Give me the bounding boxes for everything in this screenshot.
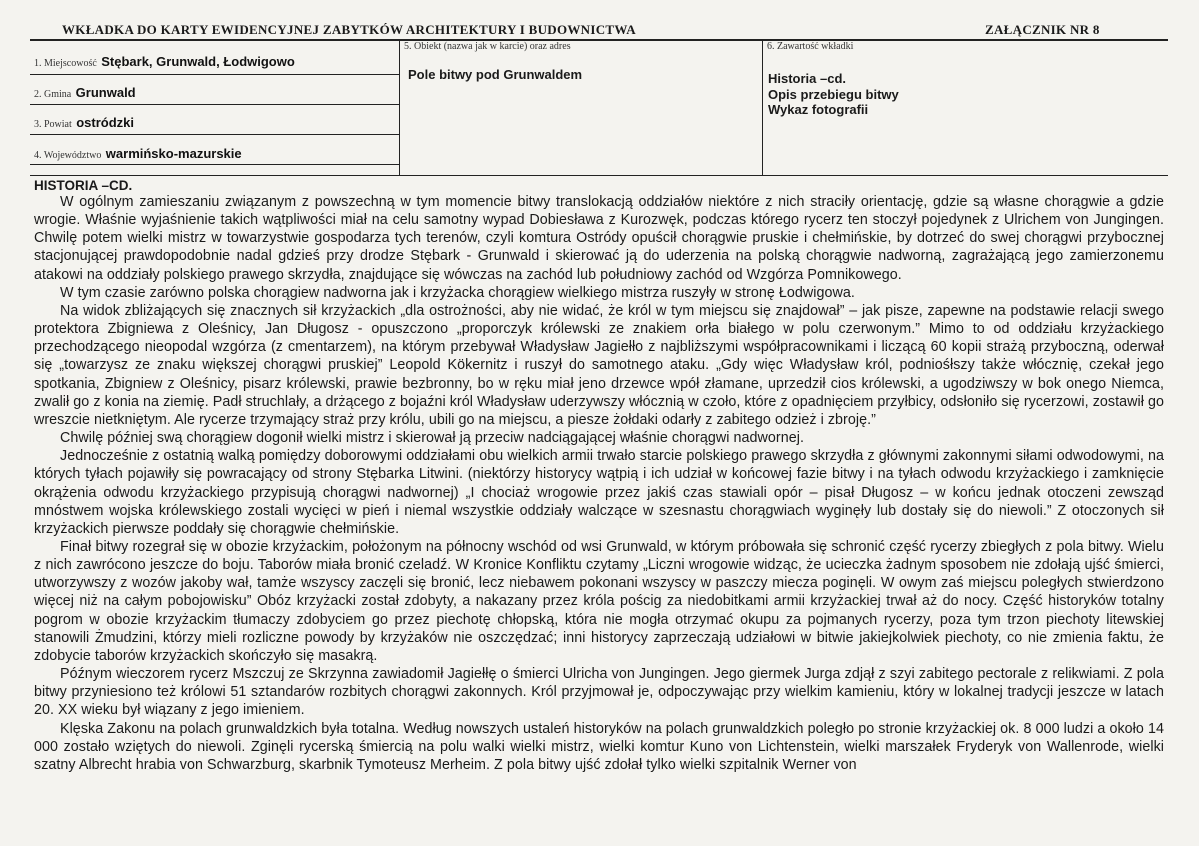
contents-item: Opis przebiegu bitwy — [768, 86, 899, 102]
contents-item: Wykaz fotografii — [768, 102, 869, 117]
header-bottom-rule — [30, 175, 1168, 176]
header-divider-2 — [762, 40, 763, 176]
field-commune — [34, 84, 136, 102]
field-county-value: ostródzki — [76, 115, 135, 130]
field-locality-label: 1. Miejscowość — [34, 58, 97, 69]
field-rule-1 — [30, 74, 399, 75]
contents-list — [768, 71, 899, 118]
field-locality — [34, 53, 295, 71]
field-county — [34, 114, 134, 132]
paragraph: Jednocześnie z ostatnią walką pomiędzy doborowymi oddziałami obu wielkich armii trwało starcie polskiego prawego skrzydła z głównymi zakonnymi siłami odwodowymi, na których tyłach pojawiły się powracający od strony Stębarka Litwini. (niektórzy historycy wątpią i ich udział w końcowej fazie bitwy i na tyłach odwodu krzyżackiego i zamknięcie okrążenia odwodu krzyżackiego przypisują chorągwi nadwornej) „I chociaż wrogowie przez jakiś czas stawiali opór – pisał Długosz – w końcu jednak otoczeni zewsząd mnóstwem wojska królewskiego zostali wycięci w pień i niemal wszystkie oddziały walczące w szesnastu chorągwiach wyginęły lub dostały się do niewoli.” Z otoczonych sił krzyżackich pierwsze poddały się chorągwie chełmińskie. — [34, 448, 1164, 537]
field-rule-2 — [30, 104, 399, 105]
field-commune-label: 2. Gmina — [34, 89, 72, 100]
form-title: WKŁADKA DO KARTY EWIDENCYJNEJ ZABYTKÓW ARCHITEKTURY I BUDOWNICTWA — [62, 22, 636, 37]
field-rule-4 — [30, 164, 399, 165]
paragraph: Późnym wieczorem rycerz Mszczuj ze Skrzynna zawiadomił Jagiełłę o śmierci Ulricha von Jungingen. Jego giermek Jurga zdjął z szyi zabitego pectorale z relikwiami. Z pola bitwy przyniesiono też królowi 51 sztandarów rozbitych chorągwi zakonnych. Król przyjmował je, odpoczywając przy wielkim kamieniu, który w lokalnej tradycji jeszcze w latach 20. XX wieku był wiązany z jego imieniem. — [34, 666, 1164, 719]
field-voivodeship-value: warmińsko-mazurskie — [105, 146, 242, 161]
paragraph: W ogólnym zamieszaniu związanym z powszechną w tym momencie bitwy translokacją oddziałów niektóre z nich straciły orientację, gdzie są własne chorągwie a gdzie wrogie. Właśnie wyjaśnienie takich wątpliwości miał na celu samotny wypad Dobiesława z Kurozwęk, podczas którego rycerz ten stoczył pojedynek z Ulrichem von Jungingen. Chwilę potem wielki mistrz w towarzystwie gospodarza tych terenów, czyli komtura Ostródy opuścił chorągwie pruskie i chełmińskie, by dotrzeć do swej chorągwi przybocznej stacjonującej prawdopodobnie nadal gdzieś przy drodze Stębark - Grunwald i skierować ją do uderzenia na polską chorągwie nadworną, zagrażającą jego zamierzonemu atakowi na oddziały polskiego prawego skrzydła, znajdujące się wówczas na zachód lub południowy zachód od Wzgórza Pomnikowego. — [34, 194, 1164, 283]
history-text — [34, 193, 1164, 774]
paragraph: Na widok zbliżających się znacznych sił krzyżackich „dla ostrożności, aby nie widać, że król w tym miejscu się znajdował” – jak pisze, zapewne na podstawie relacji swego protektora Zbigniewa z Oleśnicy, Jan Długosz - opuszczono „proporczyk królewski ze znakiem orła białego w polu czerwonym.” Mimo to od oddziału krzyżackiego przechodzącego nieopodal wzgórza (z cmentarzem), na którym przebywał Władysław Jagiełło z najbliższymi współpracownikami i liczącą 60 kopii strażą przyboczną, oderwał się „towarzysz ze znaku większej chorągwi pruskiej” Leopold Kökernitz i ruszył do samotnego ataku. „Gdy więc Władysław król, podniośłszy także włócznię, czekał jego spotkania, Zbigniew z Oleśnicy, pisarz królewski, prawie bezbronny, bo w ręku miał jeno drzewce wpół złamane, uprzedził cios królewski, a ugodziwszy w bok onego Niemca, zwalił go z konia na ziemię. Padł struchlały, a drżącego z bojaźni król Władysław uderzywszy włócznią w czoło, które z opadnięciem przyłbicy, odsłoniło się rycerzowi, zostawił go wreszcie nietkniętym. Ale rycerze trzymający straż przy królu, ubili go na miejscu, a piesze żołdaki odarły z zabitego odzież i zbroję.” — [34, 302, 1164, 428]
field-county-label: 3. Powiat — [34, 119, 72, 130]
field-rule-3 — [30, 134, 399, 135]
paragraph: Klęska Zakonu na polach grunwaldzkich była totalna. Według nowszych ustaleń historyków na polach grunwaldzkich poległo po stronie krzyżackiej ok. 8 000 ludzi a około 14 000 zostało wziętych do niewoli. Zginęli rycerską śmiercią na polu walki wielki mistrz, wielki komtur Kuno von Lichtenstein, wielki marszałek Fryderyk von Wallenrode, wielki szatny Albrecht hrabia von Schwarzburg, skarbnik Tymoteusz Merheim. Z pola bitwy ujść zdołał tylko wielki szpitalnik Werner von — [34, 720, 1164, 773]
field-commune-value: Grunwald — [75, 85, 136, 100]
contents-item: Historia –cd. — [768, 71, 847, 86]
field-voivodeship — [34, 145, 242, 163]
contents-label: 6. Zawartość wkładki — [767, 41, 854, 52]
paragraph: Finał bitwy rozegrał się w obozie krzyżackim, położonym na północny wschód od wsi Grunwald, w którym próbowała się schronić część rycerzy zbiegłych z pola bitwy. Wielu z nich zawrócono jeszcze do boju. Taborów miała bronić czeladź. W Kronice Konfliktu czytamy „Liczni wrogowie widząc, że ucieczka żadnym sposobem nie zdołają ujść śmierci, utworzywszy z wozów jakoby wał, tamże wszyscy zaczęli się bronić, lecz niebawem pokonani wszyscy w paszczy miecza poginęli. W owym zaś miejscu poległych stwierdzono więcej niż na całym pobojowisku” Obóz krzyżacki został zdobyty, a nakazany przez króla pościg za niedobitkami armii krzyżackiej trwał aż do nocy. Część historyków totalny pogrom w obozie krzyżackim tłumaczy zdobyciem go przez piechotę chłopską, która nie mogła otrzymać okupu za pojmanych rycerzy, poza tym trzon piechoty litewskiej stanowili Żmudzini, którzy mieli rozliczne powody by krzyżaków nie oszczędzać; inni historycy zaprzeczają udziałowi w bitwie jakiejkolwiek piechoty, co nie zmienia faktu, że zdobycie taborów krzyżackich skończyło się masakrą. — [34, 538, 1164, 664]
header-top-rule — [30, 39, 1168, 41]
paragraph: W tym czasie zarówno polska chorągiew nadworna jak i krzyżacka chorągiew wielkiego mistrza ruszyły w stronę Łodwigowa. — [60, 284, 855, 301]
header-divider-1 — [399, 40, 400, 176]
annex-label: ZAŁĄCZNIK NR 8 — [985, 22, 1100, 37]
field-voivodeship-label: 4. Województwo — [34, 150, 102, 161]
field-locality-value: Stębark, Grunwald, Łodwigowo — [101, 54, 295, 69]
object-value: Pole bitwy pod Grunwaldem — [408, 67, 583, 82]
object-label: 5. Obiekt (nazwa jak w karcie) oraz adres — [404, 41, 571, 52]
paragraph: Chwilę później swą chorągiew dogonił wielki mistrz i skierował ją przeciw nadciągającej właśnie chorągwi nadwornej. — [60, 430, 804, 447]
section-heading: HISTORIA –CD. — [34, 178, 133, 193]
